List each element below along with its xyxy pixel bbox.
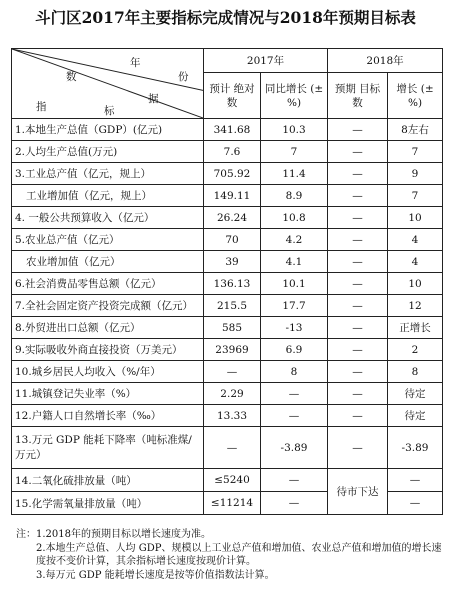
row-yoy: 4.2	[261, 229, 328, 251]
row-growth: 待定	[388, 383, 443, 405]
diagonal-header	[12, 49, 204, 119]
row-estimate: 2.29	[204, 383, 261, 405]
row-name: 13.万元 GDP 能耗下降率（吨标准煤/万元）	[12, 427, 204, 469]
table-row	[12, 383, 443, 405]
row-name: 5.农业总产值（亿元）	[12, 229, 204, 251]
row-yoy: -3.89	[261, 427, 328, 469]
row-growth: 待定	[388, 405, 443, 427]
row-estimate: 136.13	[204, 273, 261, 295]
table-row	[12, 339, 443, 361]
row-yoy: 17.7	[261, 295, 328, 317]
table-row	[12, 295, 443, 317]
row-target: —	[328, 295, 388, 317]
row-growth: 9	[388, 163, 443, 185]
row-yoy: 10.8	[261, 207, 328, 229]
row-estimate: 585	[204, 317, 261, 339]
row-yoy: 11.4	[261, 163, 328, 185]
row-target: —	[328, 185, 388, 207]
row-yoy: —	[261, 469, 328, 492]
row-name: 农业增加值（亿元）	[12, 251, 204, 273]
row-target: —	[328, 405, 388, 427]
row-name: 14.二氧化硫排放量（吨）	[12, 469, 204, 492]
year-2017-header: 2017年	[204, 49, 328, 73]
row-growth: -3.89	[388, 427, 443, 469]
diag-label-biao: 标	[104, 105, 115, 117]
row-target: —	[328, 339, 388, 361]
row-estimate: —	[204, 361, 261, 383]
table-row	[12, 317, 443, 339]
row-estimate: 215.5	[204, 295, 261, 317]
row-name: 12.户籍人口自然增长率（‰）	[12, 405, 204, 427]
row-name: 11.城镇登记失业率（%）	[12, 383, 204, 405]
row-name: 6.社会消费品零售总额（亿元）	[12, 273, 204, 295]
diag-label-fen: 份	[178, 71, 189, 83]
table-row	[12, 141, 443, 163]
row-name: 工业增加值（亿元，规上）	[12, 185, 204, 207]
col-growth-header: 增长 (±%)	[388, 73, 443, 119]
row-estimate: 13.33	[204, 405, 261, 427]
row-name: 3.工业总产值（亿元，规上）	[12, 163, 204, 185]
row-yoy: 4.1	[261, 251, 328, 273]
row-growth: 7	[388, 185, 443, 207]
row-name: 4. 一般公共预算收入（亿元）	[12, 207, 204, 229]
diag-label-ju: 据	[148, 93, 159, 105]
row-growth: 4	[388, 229, 443, 251]
row-estimate: 23969	[204, 339, 261, 361]
col-target-header: 预期 目标数	[328, 73, 388, 119]
row-yoy: 10.3	[261, 119, 328, 141]
row-estimate: —	[204, 427, 261, 469]
row-target: —	[328, 251, 388, 273]
note-item	[16, 542, 446, 569]
row-estimate: 39	[204, 251, 261, 273]
diag-label-zhi: 指	[36, 101, 47, 113]
row-yoy: —	[261, 492, 328, 515]
row-estimate: ≤11214	[204, 492, 261, 515]
row-yoy: —	[261, 383, 328, 405]
row-yoy: —	[261, 405, 328, 427]
row-growth: 8左右	[388, 119, 443, 141]
table-row	[12, 251, 443, 273]
table-row	[12, 469, 443, 492]
row-name: 15.化学需氧量排放量（吨）	[12, 492, 204, 515]
row-growth: 2	[388, 339, 443, 361]
header-row-year	[12, 49, 443, 73]
row-growth: —	[388, 492, 443, 515]
notes-lead: 注：	[16, 529, 36, 540]
row-growth: —	[388, 469, 443, 492]
notes	[16, 528, 446, 582]
diag-label-year: 年	[130, 57, 141, 69]
row-target: —	[328, 119, 388, 141]
table-row	[12, 229, 443, 251]
table-row	[12, 405, 443, 427]
row-target: —	[328, 317, 388, 339]
row-growth: 12	[388, 295, 443, 317]
row-yoy: 8	[261, 361, 328, 383]
row-target: —	[328, 163, 388, 185]
row-yoy: 7	[261, 141, 328, 163]
row-target-merged: 待市下达	[328, 469, 388, 515]
table-row	[12, 273, 443, 295]
row-estimate: 341.68	[204, 119, 261, 141]
row-estimate: 7.6	[204, 141, 261, 163]
note-item	[16, 528, 446, 542]
row-estimate: 70	[204, 229, 261, 251]
row-growth: 10	[388, 273, 443, 295]
row-name: 9.实际吸收外商直接投资（万美元）	[12, 339, 204, 361]
table-row	[12, 207, 443, 229]
note-text: 1.2018年的预期目标以增长速度为准。	[36, 529, 211, 540]
note-text: 2.本地生产总值、人均 GDP、规模以上工业总产值和增加值、农业总产值和增加值的增长速度按不变价计算，其余指标增长速度按现价计算。	[36, 542, 442, 567]
row-target: —	[328, 361, 388, 383]
table-row	[12, 361, 443, 383]
row-name: 2.人均生产总值(万元)	[12, 141, 204, 163]
diag-label-shu: 数	[66, 71, 77, 83]
row-estimate: 705.92	[204, 163, 261, 185]
row-growth: 7	[388, 141, 443, 163]
table-row	[12, 185, 443, 207]
row-estimate: 149.11	[204, 185, 261, 207]
row-growth: 8	[388, 361, 443, 383]
table-row	[12, 119, 443, 141]
row-growth: 10	[388, 207, 443, 229]
row-estimate: 26.24	[204, 207, 261, 229]
col-estimate-header: 预计 绝对数	[204, 73, 261, 119]
row-growth: 4	[388, 251, 443, 273]
page-title: 斗门区2017年主要指标完成情况与2018年预期目标表	[35, 8, 416, 27]
table-row	[12, 427, 443, 469]
row-target: —	[328, 273, 388, 295]
row-yoy: 6.9	[261, 339, 328, 361]
note-text: 3.每万元 GDP 能耗增长速度是按等价值指数法计算。	[36, 569, 275, 581]
row-name: 7.全社会固定资产投资完成额（亿元）	[12, 295, 204, 317]
row-yoy: -13	[261, 317, 328, 339]
row-name: 8.外贸进出口总额（亿元）	[12, 317, 204, 339]
row-target: —	[328, 383, 388, 405]
table-row	[12, 163, 443, 185]
row-yoy: 10.1	[261, 273, 328, 295]
row-target: —	[328, 229, 388, 251]
indicator-table	[11, 48, 443, 515]
col-yoy-header: 同比增长 (±%)	[261, 73, 328, 119]
row-target: —	[328, 141, 388, 163]
year-2018-header: 2018年	[328, 49, 443, 73]
row-estimate: ≤5240	[204, 469, 261, 492]
note-item	[16, 569, 446, 583]
row-name: 10.城乡居民人均收入（%/年）	[12, 361, 204, 383]
row-name: 1.本地生产总值（GDP）(亿元)	[12, 119, 204, 141]
row-growth: 正增长	[388, 317, 443, 339]
row-target: —	[328, 207, 388, 229]
row-target: —	[328, 427, 388, 469]
row-yoy: 8.9	[261, 185, 328, 207]
